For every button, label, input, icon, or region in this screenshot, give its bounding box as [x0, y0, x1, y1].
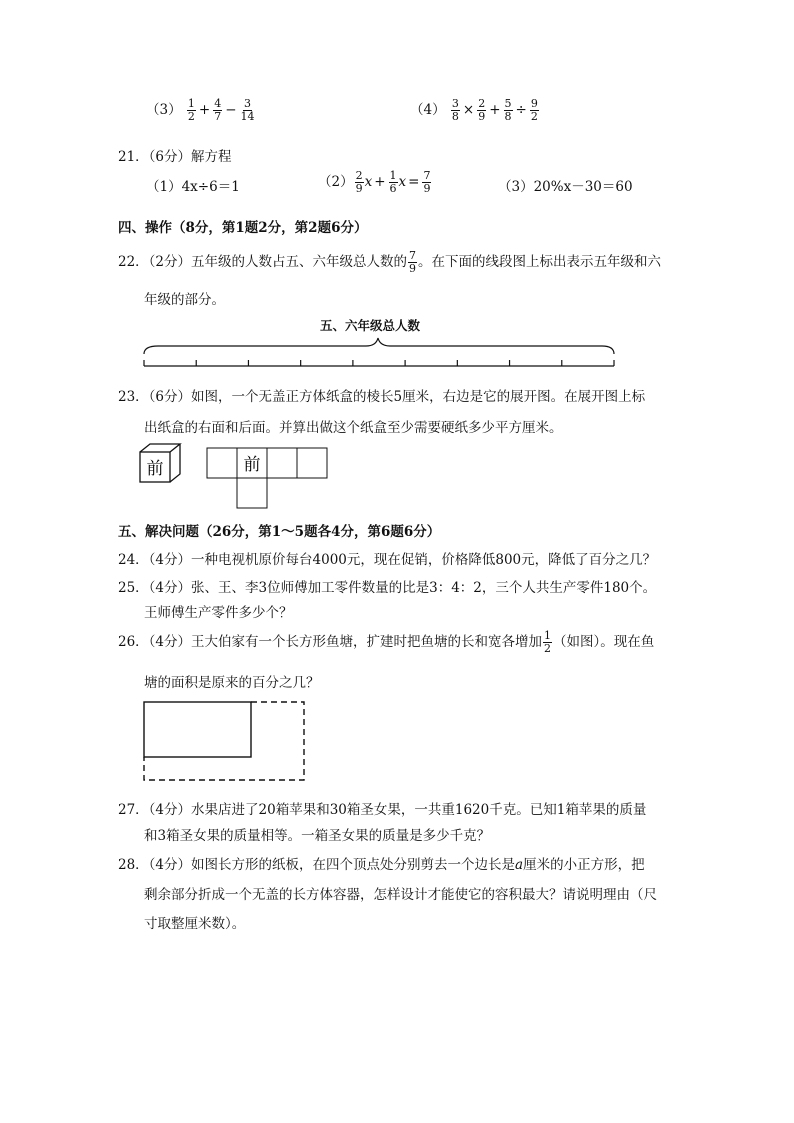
- q23-line1: 23．（6分）如图，一个无盖正方体纸盒的棱长5厘米，右边是它的展开图。在展开图上标: [118, 389, 646, 405]
- expanded-pond: [144, 702, 304, 780]
- fraction: $\frac{3}{14}$: [240, 97, 255, 123]
- original-pond: [144, 702, 251, 757]
- cube-net: [204, 446, 334, 510]
- segment-diagram: [136, 336, 622, 376]
- fraction: $\frac{7}{9}$: [423, 169, 431, 195]
- q27-line1: 27．（4分）水果店进了20箱苹果和30箱圣女果，一共重1620千克。已知1箱苹果的质量: [118, 802, 647, 818]
- net-face: [207, 448, 237, 478]
- brace: [144, 338, 614, 354]
- fraction: $\frac{3}{8}$: [451, 97, 459, 123]
- net-front-label: 前: [243, 455, 261, 475]
- q22-line1: 22．（2分）五年级的人数占五、六年级总人数的 $\frac{7}{9}$ 。在下面的线段图上标出表示五年级和六: [118, 249, 662, 275]
- q22-line2: 年级的部分。: [144, 292, 225, 308]
- fraction: $\frac{1}{6}$: [389, 169, 397, 195]
- q20-part3: （3） $\frac{1}{2}$ + $\frac{4}{7}$ − $\frac{3}{14}$: [146, 97, 255, 123]
- q24-line1: 24．（4分）一种电视机原价每台4000元，现在促销，价格降低800元，降低了百分之几？: [118, 552, 657, 568]
- fraction: $\frac{2}{9}$: [478, 97, 486, 123]
- q23-line2: 出纸盒的右面和后面。并算出做这个纸盒至少需要硬纸多少平方厘米。: [144, 420, 563, 436]
- q27-line2: 和3箱圣女果的质量相等。一箱圣女果的质量是多少千克？: [144, 828, 491, 844]
- fraction: $\frac{1}{2}$: [544, 629, 552, 655]
- q28-line2: 剩余部分折成一个无盖的长方体容器，怎样设计才能使它的容积最大？请说明理由（尺: [144, 887, 657, 903]
- net-face: [267, 448, 297, 478]
- fraction: $\frac{4}{7}$: [214, 97, 222, 123]
- fraction: $\frac{9}{2}$: [530, 97, 538, 123]
- q21-part2: （2） $\frac{2}{9}$ x + $\frac{1}{6}$ x = $\frac{7}{9}$: [318, 169, 431, 195]
- q25-line1: 25．（4分）张、王、李3位师傅加工零件数量的比是3：4：2，三个人共生产零件180个。: [118, 580, 657, 596]
- q26-line2: 塘的面积是原来的百分之几？: [144, 675, 320, 691]
- cube-front-label: 前: [146, 459, 164, 479]
- q28-line3: 寸取整厘米数）。: [144, 916, 246, 932]
- pond-figure: [140, 698, 310, 786]
- segment-diagram-label: 五、六年级总人数: [320, 318, 421, 333]
- q21-title: 21．（6分）解方程: [118, 149, 232, 165]
- fraction: $\frac{7}{9}$: [409, 249, 417, 275]
- q21-part3: （3）20%x－30＝60: [498, 179, 633, 195]
- fraction: $\frac{1}{2}$: [187, 97, 195, 123]
- net-face: [237, 478, 267, 508]
- q26-line1: 26．（4分）王大伯家有一个长方形鱼塘，扩建时把鱼塘的长和宽各增加 $\frac{1}{2}$ （如图）。现在鱼: [118, 629, 655, 655]
- section4-heading: 四、操作（8分，第1题2分，第2题6分）: [118, 220, 368, 236]
- q28-line1: 28．（4分）如图长方形的纸板，在四个顶点处分别剪去一个边长是a厘米的小正方形，把: [118, 857, 645, 873]
- q25-line2: 王师傅生产零件多少个？: [144, 605, 293, 621]
- net-face: [297, 448, 327, 478]
- fraction: $\frac{5}{8}$: [504, 97, 512, 123]
- q20-part4: （4） $\frac{3}{8}$ × $\frac{2}{9}$ + $\frac{5}{8}$ ÷ $\frac{9}{2}$: [410, 97, 538, 123]
- section5-heading: 五、解决问题（26分，第1～5题各4分，第6题6分）: [118, 524, 441, 540]
- cube-figure: [136, 442, 186, 484]
- q21-part1: （1）4x÷6＝1: [146, 179, 240, 195]
- fraction: $\frac{2}{9}$: [355, 169, 363, 195]
